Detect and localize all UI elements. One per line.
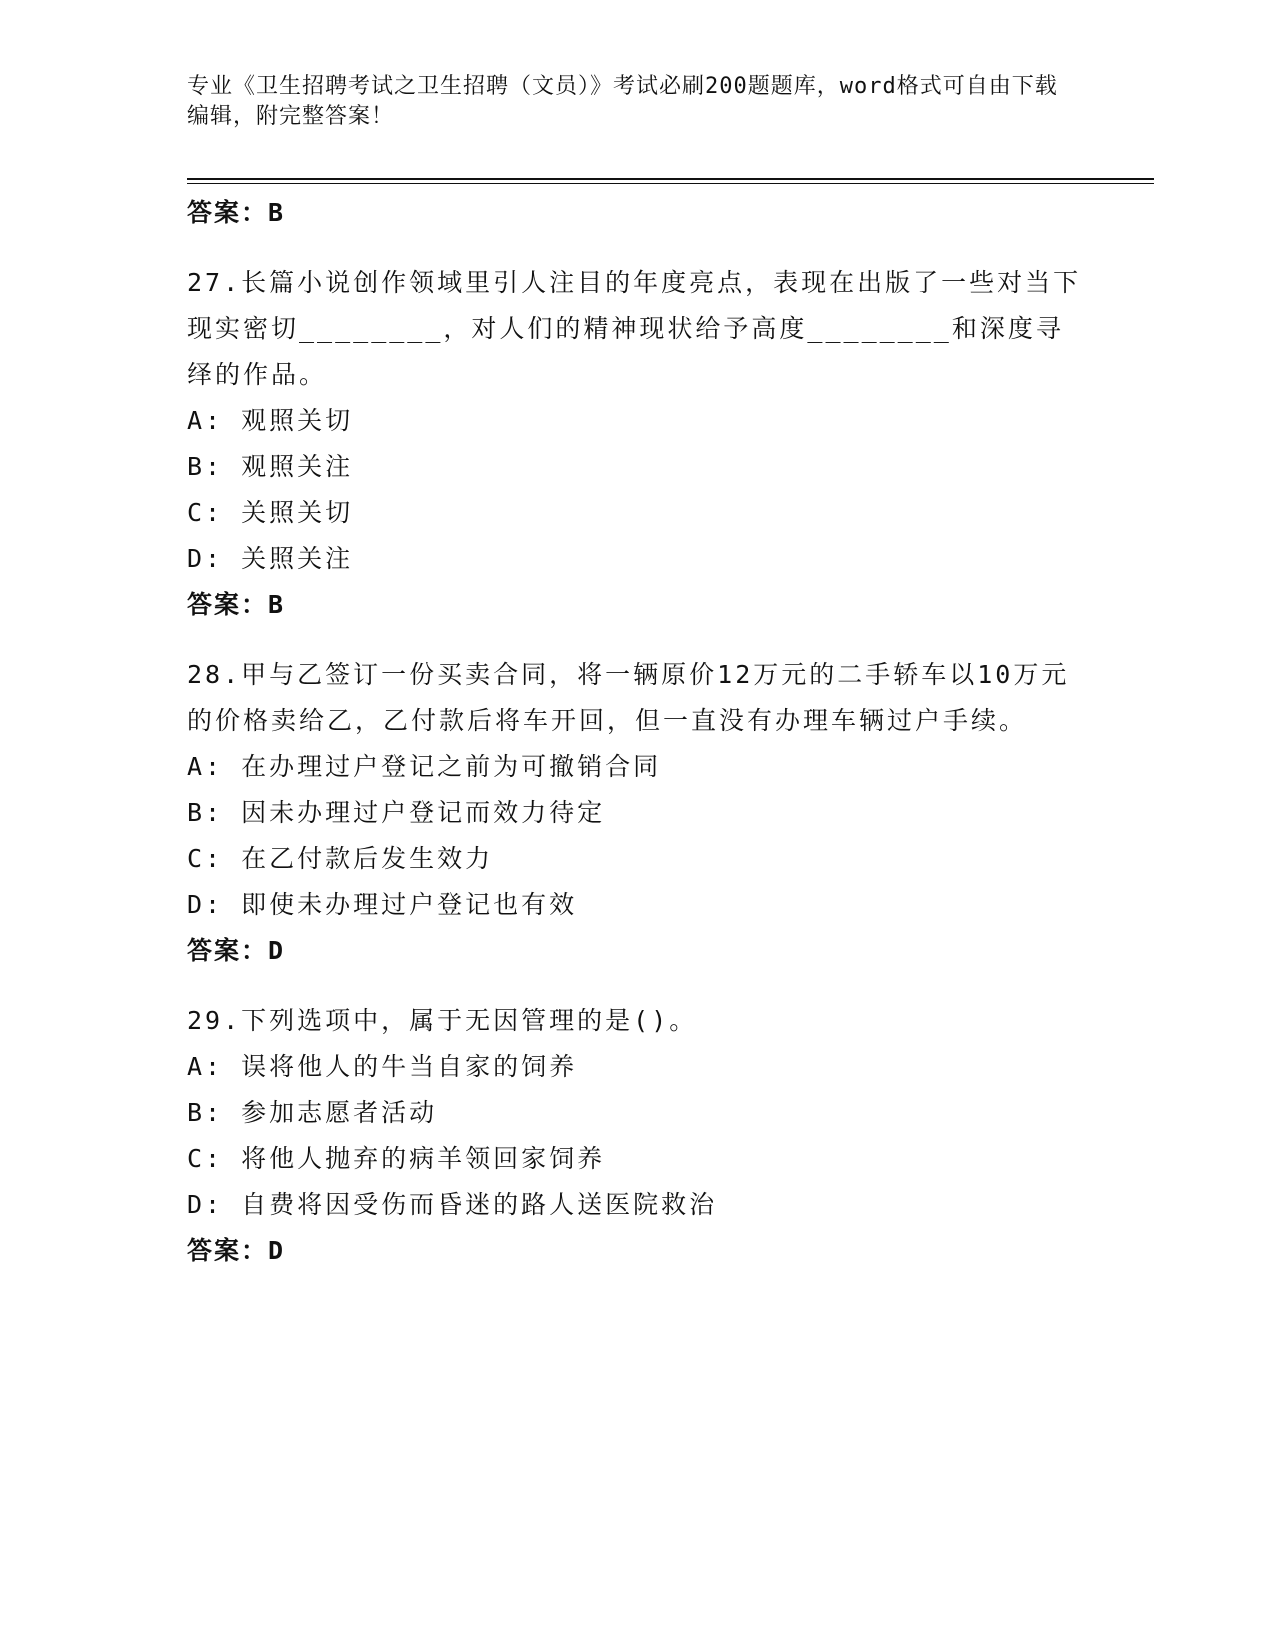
previous-answer: 答案：B	[187, 198, 286, 227]
document-body	[187, 190, 1087, 1274]
header-divider-thin	[187, 183, 1154, 184]
option-c: C: 关照关切	[187, 498, 354, 527]
question-28	[187, 652, 1087, 974]
option-a: A: 在办理过户登记之前为可撤销合同	[187, 752, 662, 781]
option-d: D: 关照关注	[187, 544, 354, 573]
option-c: C: 在乙付款后发生效力	[187, 844, 494, 873]
option-d: D: 自费将因受伤而昏迷的路人送医院救治	[187, 1190, 718, 1219]
option-c: C: 将他人抛弃的病羊领回家饲养	[187, 1144, 606, 1173]
question-29	[187, 998, 1087, 1274]
answer: 答案：D	[187, 1236, 286, 1265]
option-a: A: 误将他人的牛当自家的饲养	[187, 1052, 578, 1081]
option-b: B: 因未办理过户登记而效力待定	[187, 798, 606, 827]
question-stem: 28.甲与乙签订一份买卖合同，将一辆原价12万元的二手轿车以10万元的价格卖给乙，乙付款后将车开回，但一直没有办理车辆过户手续。	[187, 660, 1070, 735]
question-stem: 27.长篇小说创作领域里引人注目的年度亮点，表现在出版了一些对当下现实密切________，对人们的精神现状给予高度________和深度寻绎的作品。	[187, 268, 1082, 389]
question-27	[187, 260, 1087, 628]
question-stem: 29.下列选项中，属于无因管理的是()。	[187, 1006, 698, 1035]
option-d: D: 即使未办理过户登记也有效	[187, 890, 578, 919]
option-b: B: 参加志愿者活动	[187, 1098, 438, 1127]
option-a: A: 观照关切	[187, 406, 354, 435]
answer: 答案：D	[187, 936, 286, 965]
option-b: B: 观照关注	[187, 452, 354, 481]
header-divider-thick	[187, 178, 1154, 180]
answer: 答案：B	[187, 590, 286, 619]
page-header: 专业《卫生招聘考试之卫生招聘（文员）》考试必刷200题题库，word格式可自由下载编辑，附完整答案！	[187, 74, 1058, 129]
